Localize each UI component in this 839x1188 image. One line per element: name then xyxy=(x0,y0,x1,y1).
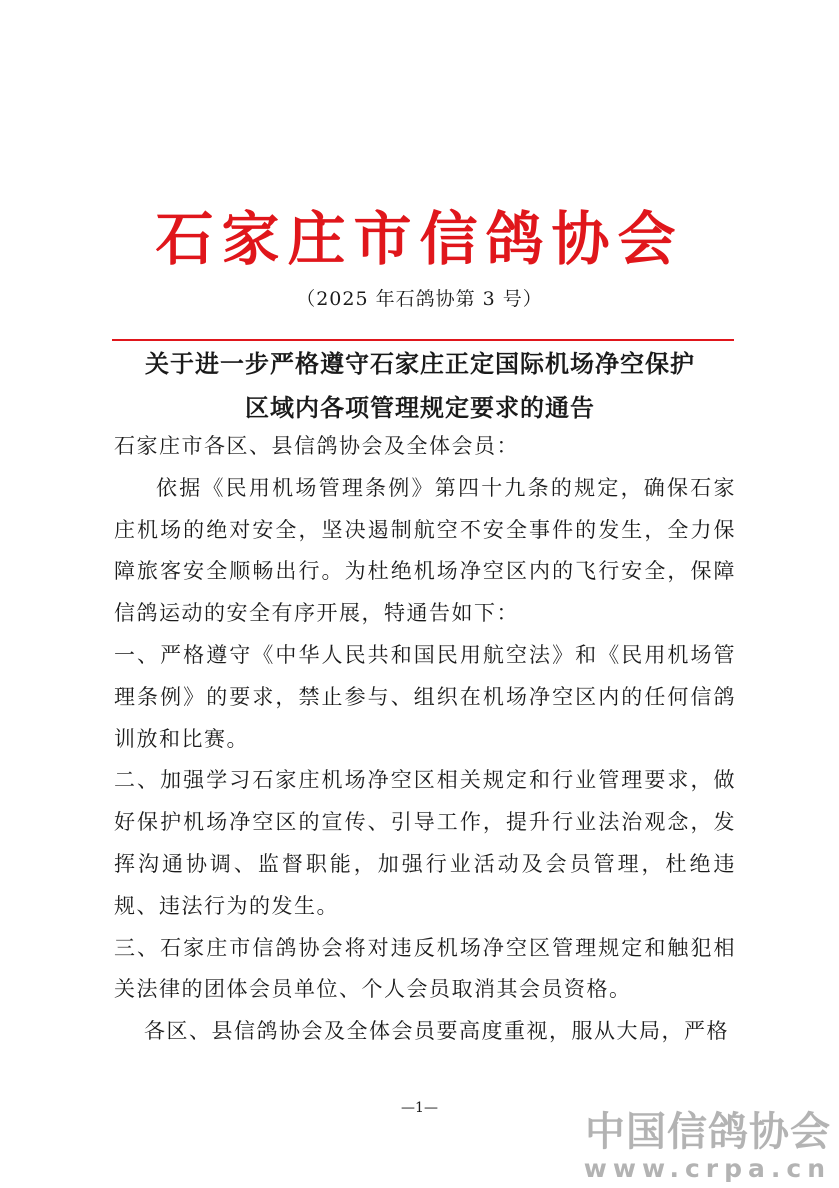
salutation: 石家庄市各区、县信鸽协会及全体会员： xyxy=(114,434,519,458)
document-body xyxy=(114,426,736,1053)
document-number: （2025 年石鸽协第 3 号） xyxy=(296,288,543,310)
org-name-heading: 石家庄市信鸽协会 xyxy=(155,205,684,273)
red-divider-line xyxy=(112,339,734,341)
item-1-paragraph: 一、严格遵守《中华人民共和国民用航空法》和《民用机场管理条例》的要求，禁止参与、组织在机场净空区内的任何信鸽训放和比赛。 xyxy=(114,642,736,751)
title-line-1: 关于进一步严格遵守石家庄正定国际机场净空保护 xyxy=(145,350,695,378)
item-3-paragraph: 三、石家庄市信鸽协会将对违反机场净空区管理规定和触犯相关法律的团体会员单位、个人会员取消其会员资格。 xyxy=(114,935,736,1002)
item-2-paragraph: 二、加强学习石家庄机场净空区相关规定和行业管理要求，做好保护机场净空区的宣传、引导工作，提升行业法治观念，发挥沟通协调、监督职能，加强行业活动及会员管理，杜绝违规、违法行为的发生。 xyxy=(114,768,736,918)
watermark-url: www.crpa.cn xyxy=(583,1154,831,1183)
page-number: —1— xyxy=(401,1100,438,1116)
watermark-name: 中国信鸽协会 xyxy=(585,1109,831,1155)
closing-paragraph: 各区、县信鸽协会及全体会员要高度重视，服从大局，严格 xyxy=(144,1019,729,1044)
document-title xyxy=(100,342,740,430)
title-line-2: 区域内各项管理规定要求的通告 xyxy=(245,394,595,422)
watermark xyxy=(584,1110,831,1184)
intro-paragraph: 依据《民用机场管理条例》第四十九条的规定，确保石家庄机场的绝对安全，坚决遏制航空不安全事件的发生，全力保障旅客安全顺畅出行。为杜绝机场净空区内的飞行安全，保障信鸽运动的安全有序开展，特通告如下： xyxy=(114,475,736,626)
